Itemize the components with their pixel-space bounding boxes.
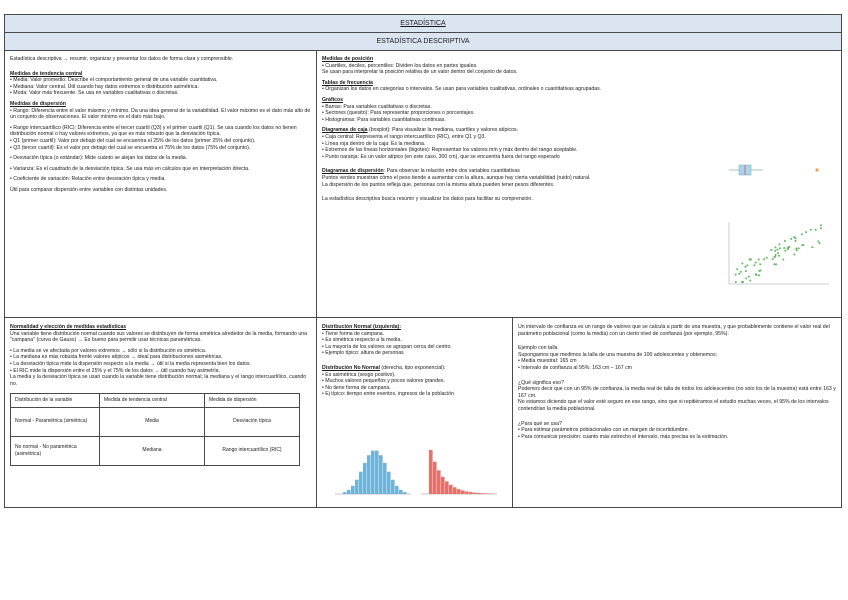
histogram-bar: [375, 451, 379, 494]
scatter-dot: [795, 248, 797, 250]
histogram-bar: [379, 455, 383, 494]
list-item: • Cuartiles, deciles, percentiles: Dividen los datos en partes iguales.: [322, 62, 478, 69]
list-item: • Sectores (quesito): Para representar proporciones o porcentajes.: [322, 110, 475, 117]
scatter-dot: [772, 258, 774, 260]
scatter-dot: [798, 247, 800, 249]
study-sheet: [4, 14, 842, 508]
scatter-dot: [766, 257, 768, 259]
histogram-bar: [485, 493, 489, 494]
histogram-bar: [433, 462, 437, 494]
scatter-dot: [748, 276, 750, 278]
histogram-bar: [399, 490, 403, 494]
column-graphics: [317, 50, 841, 317]
column-distributions: [317, 318, 513, 507]
list-item: • Es simétrica respecto a la media.: [322, 337, 402, 344]
scatter-dot: [776, 249, 778, 251]
list-item: • Punto naranja: Es un valor atípico (en este caso, 300 cm), que se encuentra fuera del rango esperado: [322, 153, 560, 160]
list-item: • Para comunicar precisión: cuanto más estrecho el intervalo, más precisa es la estimación.: [518, 433, 729, 440]
histogram-bar: [391, 480, 395, 494]
scatter-dot: [775, 263, 777, 265]
table-cell: Normal - Paramétrica (simétrica): [11, 407, 100, 436]
scatter-dot: [774, 250, 776, 252]
usage-heading: ¿Para qué se usa?: [518, 420, 562, 427]
measures-table: [10, 393, 300, 465]
table-header: Medida de dispersión: [205, 394, 300, 407]
histogram-bar: [395, 486, 399, 494]
list-item: • No tiene forma de campana.: [322, 384, 391, 391]
scatter-dot: [820, 224, 822, 226]
scatter-dot: [779, 247, 781, 249]
list-item: • Para estimar parámetros poblacionales con un margen de incertidumbre.: [518, 427, 690, 434]
list-item: • Media: Valor promedio. Describe el comportamiento general de una variable cuantitativa.: [10, 77, 218, 84]
list-item: • Intervalo de confianza al 95%: 163 cm – 167 cm: [518, 364, 632, 371]
scatter-dot: [746, 264, 748, 266]
scatter-dot: [740, 271, 742, 273]
section-title: ESTADÍSTICA DESCRIPTIVA: [5, 33, 841, 51]
scatter-dot: [790, 238, 792, 240]
table-cell: No normal - No paramétrica (asimétrica): [11, 436, 100, 465]
example-text: Supongamos que medimos la talla de una muestra de 100 adolescentes y obtenemos:: [518, 351, 717, 358]
scatter-dot: [775, 254, 777, 256]
list-item: • La mediana es más robusta frente valores atípicos → ideal para distribuciones asimétricas.: [10, 354, 223, 361]
scatter-dot: [779, 243, 781, 245]
list-item: • Es asimétrica (sesgo positivo).: [322, 371, 396, 378]
histogram-bar: [461, 490, 465, 494]
scatter-dot: [742, 281, 744, 283]
boxplot-heading: Diagramas de caja: [322, 127, 368, 134]
list-item: • Extremos de las líneas horizontales (bigotes): Representan los valores mín y máx dentro del rango aceptable.: [322, 147, 578, 154]
table-cell: Mediana: [100, 436, 205, 465]
ric-text: • Rango intercuartílico (RIC): Diferencia entre el tercer cuartil (Q3) y el primer cuartil (Q1). Se usa cuando los datos no tienen distribución normal o hay valores extremos, ya que es más robusto que la desviación típica.: [10, 124, 297, 138]
scatter-heading: Diagramas de dispersión: [322, 168, 384, 175]
freq-table-heading: Tablas de frecuencia: [322, 79, 373, 86]
scatter-dot: [810, 229, 812, 231]
summary-text: La estadística descriptiva busca resumir y visualizar los datos para facilitar su comprensión.: [322, 196, 533, 203]
normality-heading: Normalidad y elección de medidas estadísticas: [10, 324, 127, 330]
intro-text: Estadística descriptiva → resumir, organizar y presentar los datos de forma clara y comprensible.: [10, 56, 234, 62]
scatter-intro: : Para observar la relación entre dos variables cuantitativas: [383, 168, 520, 175]
boxplot-intro: (boxplot): Para visualizar la mediana, cuartiles y valores atípicos.: [367, 127, 519, 134]
scatter-dot: [738, 273, 740, 275]
column-normality: [5, 318, 317, 507]
example-heading: Ejemplo con talla: [518, 345, 558, 352]
scatter-dot: [801, 233, 803, 235]
boxplot-image: [719, 138, 829, 202]
column-measures: [5, 50, 317, 317]
histogram-bar: [351, 486, 355, 494]
scatter-dot: [801, 244, 803, 246]
list-item: • El RIC mide la dispersión entre el 25% y el 75% de los datos → útil cuando hay asimetría.: [10, 367, 220, 374]
table-row: [11, 436, 300, 465]
meaning-text: Podemos decir que con un 95% de confianza, la media real de talla de todos los adolescentes (no solo los de la muestra) está entre 163 y 167 cm.: [518, 386, 836, 399]
scatter-dot: [788, 246, 790, 248]
scatter-dot: [815, 229, 817, 231]
histogram-bar: [363, 463, 367, 494]
scatter-dot: [783, 247, 785, 249]
scatter-dot: [784, 250, 786, 252]
histogram-bar: [403, 492, 407, 494]
scatter-image: [721, 218, 833, 290]
scatter-dot: [736, 268, 738, 270]
histogram-bar: [453, 487, 457, 494]
scatter-dot: [796, 249, 798, 251]
nonnormal-intro: (derecha, tipo exponencial):: [379, 364, 446, 371]
scatter-dot: [758, 259, 760, 261]
histogram-bar: [449, 485, 453, 494]
scatter-dot: [735, 274, 737, 276]
table-cell: Media: [100, 407, 205, 436]
histogram-bar: [371, 451, 375, 494]
scatter-dot: [755, 262, 757, 264]
q1-text: • Q1 (primer cuartil): Valor por debajo del cual se encuentra el 25% de los datos (primer 25% del conjunto).: [10, 137, 256, 144]
normality-summary: La media y la desviación típica se usan cuando la variable tiene distribución normal; la mediana y el rango intercuartílico, cuando no.: [10, 374, 307, 387]
dispersion-heading: Medidas de dispersión: [10, 100, 66, 107]
scatter-dot: [777, 252, 779, 254]
cv-note: Útil para comparar dispersión entre variables con distintas unidades.: [10, 186, 168, 193]
scatter-dot: [759, 263, 761, 265]
scatter-dot: [775, 246, 777, 248]
scatter-dot: [820, 227, 822, 229]
table-header: Distribución de la variable: [11, 394, 100, 407]
column-confidence: [513, 318, 841, 507]
list-item: • Histogramas: Para variables cuantitativas continuas.: [322, 116, 446, 123]
cv-text: • Coeficiente de variación: Relación entre desviación típica y media.: [10, 176, 166, 183]
scatter-dot: [744, 266, 746, 268]
histogram-bar: [347, 490, 351, 494]
ci-definition: Un intervalo de confianza es un rango de valores que se calcula a partir de una muestra, y que probablemente contiene el valor real del parámetro poblacional (como la media) con un cierto nivel de confianza (por ejemplo, 95%).: [518, 324, 830, 337]
list-item: • Barras: Para variables cualitativas o discretas.: [322, 103, 432, 110]
normality-text: Una variable tiene distribución normal cuando sus valores se distribuyen de forma simétrica alrededor de la media, formando una "campana" (curva de Gauss) → Es bueno para permitir usar técnicas paramétricas.: [10, 330, 307, 344]
variance-text: • Varianza: Es el cuadrado de la desviación típica. Se usa más en cálculos que en interpretación directa.: [10, 165, 250, 172]
histogram-bar: [465, 491, 469, 494]
scatter-dot: [811, 246, 813, 248]
list-item: • Tiene forma de campana.: [322, 330, 385, 337]
charts-heading: Gráficos: [322, 96, 344, 103]
q3-text: • Q3 (tercer cuartil): Es el valor por debajo del cual se encuentra el 75% de los datos (75% del conjunto).: [10, 144, 251, 151]
scatter-dot: [784, 240, 786, 242]
histogram-bar: [355, 480, 359, 494]
central-heading: Medidas de tendencia central: [10, 70, 83, 77]
scatter-text-1: Puntos verdes muestran cómo el peso tiende a aumentar con la altura, aunque hay cierta variabilidad (ruido) natural.: [322, 174, 591, 181]
freq-table-text: • Organizan los datos en categorías o intervalos. Se usan para variables cualitativas, ordinales o cuantitativas agrupadas.: [322, 86, 602, 93]
scatter-dot: [753, 264, 755, 266]
scatter-dot: [763, 258, 765, 260]
list-item: • La media se ve afectada por valores extremos → sólo si la distribución es simétrica.: [10, 347, 207, 354]
meaning-text-2: No estamos diciendo que el valor esté seguro en ese rango, sino que si repitiéramos el estudio muchas veces, el 95% de los intervalos contendrían la media poblacional.: [518, 399, 829, 412]
scatter-dot: [782, 259, 784, 261]
histogram-bar: [383, 463, 387, 494]
scatter-dot: [817, 240, 819, 242]
histogram-bar: [359, 472, 363, 494]
meaning-heading: ¿Qué significa eso?: [518, 379, 564, 386]
scatter-dot: [819, 242, 821, 244]
scatter-dot: [758, 274, 760, 276]
position-heading: Medidas de posición: [322, 56, 374, 62]
inference-row: [5, 318, 841, 507]
scatter-dot: [778, 255, 780, 257]
scatter-dot: [735, 281, 737, 283]
scatter-dot: [795, 240, 797, 242]
histogram-bar: [469, 492, 473, 494]
scatter-dot: [745, 270, 747, 272]
std-text: • Desviación típica (o estándar): Mide cuánto se alejan los datos de la media.: [10, 155, 188, 162]
scatter-text-2: La dispersión de los puntos refleja que, personas con la misma altura pueden tener pesos diferentes.: [322, 181, 555, 188]
table-cell: Rango intercuartílico (RIC): [205, 436, 300, 465]
list-item: • Ej típico: tiempo entre eventos, ingresos de la población: [322, 391, 454, 398]
scatter-dot: [758, 270, 760, 272]
histogram-bar: [343, 492, 347, 494]
histogram-bar: [481, 493, 485, 494]
scatter-dot: [793, 253, 795, 255]
histogram-bar: [437, 470, 441, 494]
position-note: Se usan para interpretar la posición relativa de un valor dentro del conjunto de datos.: [322, 69, 518, 76]
range-text: • Rango: Diferencia entre el valor máximo y mínimo. Da una idea general de la variabilidad. El valor máximo es el dato más alto de un conjunto de observaciones. El valor mínimo es el dato más bajo.: [10, 107, 311, 121]
table-row: [11, 407, 300, 436]
scatter-dot: [770, 249, 772, 251]
normal-heading: Distribución Normal (izquierda):: [322, 324, 401, 330]
descriptive-row: [5, 50, 841, 318]
histogram-bar: [429, 450, 433, 494]
scatter-dot: [749, 258, 751, 260]
table-cell: Desviación típica: [205, 407, 300, 436]
list-item: • La mayoría de los valores se agrupan cerca del centro.: [322, 343, 452, 350]
list-item: • Media muestral: 165 cm: [518, 358, 577, 365]
list-item: • Moda: Valor más frecuente. Se usa en variables cualitativas o discretas.: [10, 90, 179, 97]
histogram-bar: [367, 455, 371, 494]
histogram-bar: [477, 493, 481, 494]
scatter-dot: [755, 273, 757, 275]
histograms-image: [331, 444, 501, 498]
list-item: • Caja central: Representa el rango intercuartílico (RIC), entre Q1 y Q3.: [322, 133, 486, 140]
scatter-dot: [773, 256, 775, 258]
list-item: • Muchos valores pequeños y pocos valores grandes.: [322, 378, 445, 385]
scatter-dot: [741, 263, 743, 265]
scatter-dot: [795, 237, 797, 239]
histogram-bar: [387, 472, 391, 494]
table-header: Medida de tendencia central: [100, 394, 205, 407]
histogram-bar: [473, 493, 477, 494]
list-item: • Ejemplo típico: altura de personas: [322, 350, 404, 357]
scatter-dot: [787, 248, 789, 250]
nonnormal-heading: Distribución No Normal: [322, 364, 380, 371]
page-title: ESTADÍSTICA: [5, 15, 841, 33]
list-item: • La desviación típica mide la dispersión respecto a la media → útil si la media representa bien los datos.: [10, 360, 251, 367]
histogram-bar: [457, 489, 461, 494]
scatter-dot: [805, 231, 807, 233]
scatter-dot: [749, 280, 751, 282]
histogram-bar: [441, 477, 445, 494]
table-header-row: [11, 394, 300, 407]
list-item: • Mediana: Valor central. Útil cuando hay datos extremos o distribución asimétrica.: [10, 83, 199, 90]
histogram-bar: [445, 481, 449, 494]
list-item: • Línea roja dentro de la caja: Es la mediana.: [322, 140, 426, 147]
scatter-dot: [745, 277, 747, 279]
